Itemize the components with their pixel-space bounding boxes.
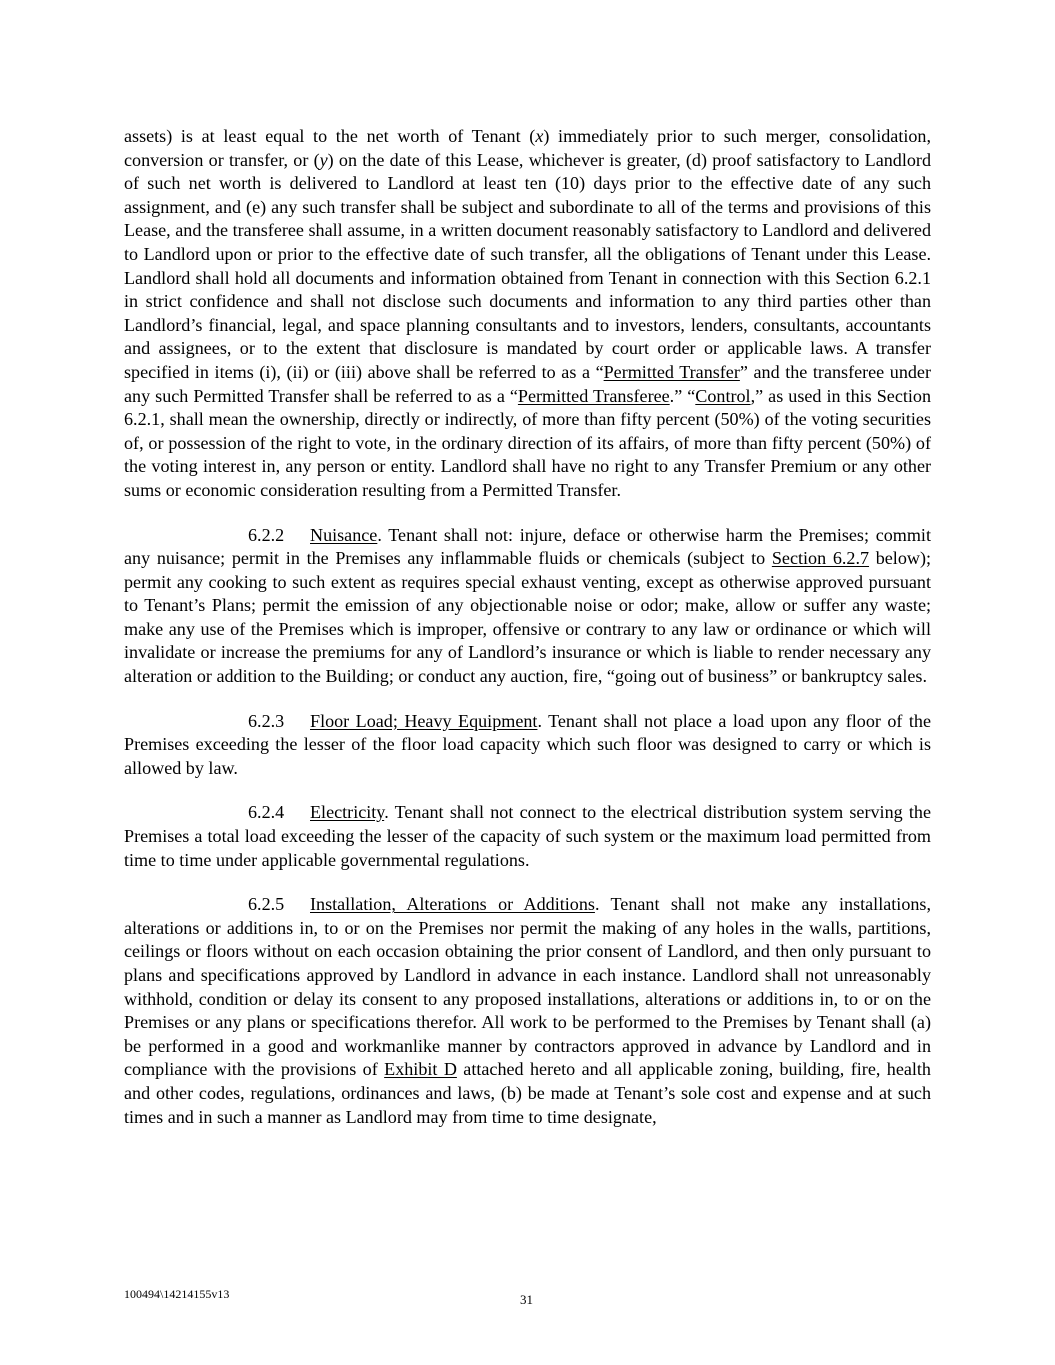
text-run: . Tenant shall not connect to the electrical distribution system serving the Premises a total load exceeding the lesser of the capacity of such system or the maximum load permitted from time to time under applicable governmental regulations.	[124, 802, 931, 870]
text-run: attached hereto and all applicable zoning, building, fire, health and other codes, regulations, ordinances and laws, (b) be made at Tenant’s sole cost and expense and at such times and in such a manner as Landlord may from time to time designate,	[124, 1059, 931, 1127]
section-6-2-4	[124, 801, 931, 872]
section-6-2-5	[124, 893, 931, 1129]
section-number: 6.2.2	[248, 524, 285, 545]
cross-reference-exhibit-d: Exhibit D	[384, 1059, 457, 1080]
text-run: ” and the transferee under any such Permitted Transfer shall be referred to as a “	[124, 361, 931, 406]
italic-y: y	[319, 149, 328, 170]
section-6-2-2	[124, 524, 931, 689]
defined-term-permitted-transfer: Permitted Transfer	[603, 361, 740, 382]
text-run: assets) is at least equal to the net worth of Tenant (	[124, 126, 536, 146]
text-run: ) on the date of this Lease, whichever is greater, (d) proof satisfactory to Landlord of such net worth is delivered to Landlord at least ten (10) days prior to the effective date of any such assignment, and (e) any such transfer shall be subject and subordinate to all of the terms and provisions of this Lease, and the transferee shall assume, in a written document reasonably satisfactory to Landlord and delivered to Landlord upon or prior to the effective date of such transfer, all the obligations of Tenant under this Lease. Landlord shall hold all documents and information obtained from Tenant in connection with this Section 6.2.1 in strict confidence and shall not disclose such documents and information to any third parties other than Landlord’s financial, legal, and space planning consultants and to investors, lenders, consultants, accountants and assignees, or to the extent that disclosure is mandated by court order or applicable laws. A transfer specified in items (i), (ii) or (iii) above shall be referred to as a “	[124, 149, 931, 382]
section-number: 6.2.4	[248, 802, 285, 823]
paragraph-continued	[124, 125, 931, 503]
section-title: Nuisance	[310, 524, 378, 545]
text-run: below); permit any cooking to such extent as requires special exhaust venting, except as otherwise approved pursuant to Tenant’s Plans; permit the emission of any objectionable noise or odor; make, allow or suffer any waste; make any use of the Premises which is improper, offensive or contrary to any law or ordinance or which will invalidate or increase the premiums for any of Landlord’s insurance or which is liable to render necessary any alteration or addition to the Building; or conduct any auction, fire, “going out of business” or bankruptcy sales.	[124, 548, 932, 687]
document-page	[124, 125, 931, 1150]
text-run: ,” as used in this Section 6.2.1, shall mean the ownership, directly or indirectly, of more than fifty percent (50%) of the voting securities of, or possession of the right to vote, in the ordinary direction of its affairs, of more than fifty percent (50%) of the voting interest in, any person or entity. Landlord shall have no right to any Transfer Premium or any other sums or economic consideration resulting from a Permitted Transfer.	[124, 385, 931, 500]
section-title: Installation, Alterations or Additions	[310, 894, 595, 915]
section-title: Floor Load; Heavy Equipment	[310, 710, 538, 731]
text-run: ) immediately prior to such merger, consolidation, conversion or transfer, or (	[124, 126, 931, 170]
defined-term-permitted-transferee: Permitted Transferee	[517, 385, 670, 406]
section-6-2-3	[124, 710, 931, 781]
text-run: . Tenant shall not place a load upon any floor of the Premises exceeding the lesser of the floor load capacity which such floor was designed to carry or which is allowed by law.	[124, 710, 932, 778]
defined-term-control: Control	[695, 385, 751, 406]
page-number: 31	[520, 1292, 533, 1307]
cross-reference-section-6-2-7: Section 6.2.7	[771, 548, 870, 569]
text-run: .” “	[669, 385, 696, 406]
footer-document-id: 100494\14214155v13	[124, 1287, 230, 1301]
italic-x: x	[535, 126, 544, 146]
section-title: Electricity	[310, 802, 385, 823]
section-number: 6.2.5	[248, 894, 285, 915]
section-number: 6.2.3	[248, 710, 285, 731]
text-run: . Tenant shall not: injure, deface or otherwise harm the Premises; commit any nuisance; permit in the Premises any inflammable fluids or chemicals (subject to	[124, 524, 931, 569]
text-run: . Tenant shall not make any installations, alterations or additions in, to or on the Premises nor permit the making of any holes in the walls, partitions, ceilings or floors without on each occasion obtaining the prior consent of Landlord, and then only pursuant to plans and specifications approved by Landlord in advance in each instance. Landlord shall not unreasonably withhold, condition or delay its consent to any proposed installations, alterations or additions in, to or on the Premises or any plans or specifications therefor. All work to be performed to the Premises by Tenant shall (a) be performed in a good and workmanlike manner by contractors approved in advance by Landlord and in compliance with the provisions of	[124, 894, 931, 1080]
